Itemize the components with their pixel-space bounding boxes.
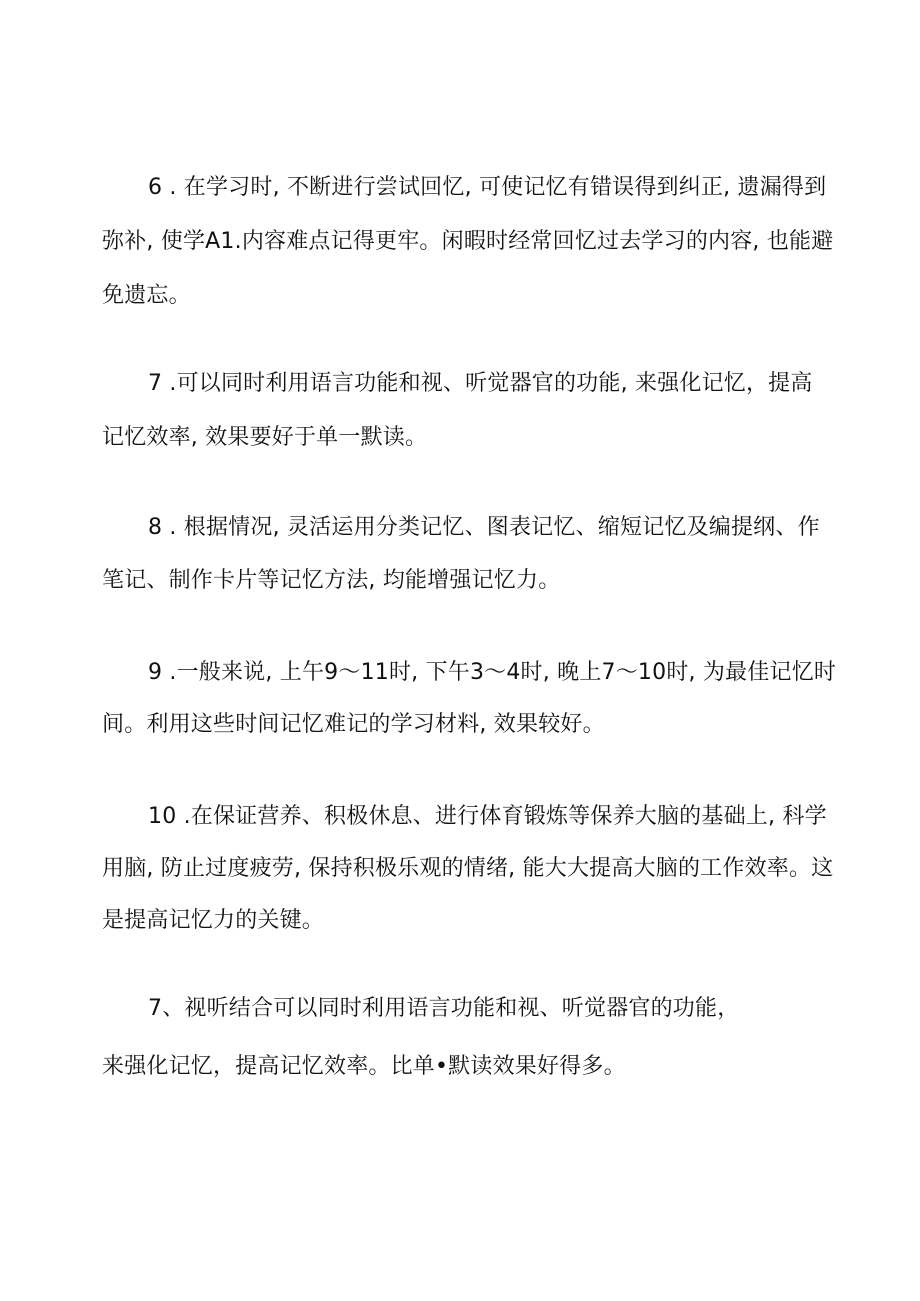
paragraph-7-line-1: 7 .可以同时利用语言功能和视、听觉器官的功能, 来强化记忆，提高: [148, 371, 813, 396]
paragraph-8-line-1: 8 . 根据情况, 灵活运用分类记忆、图表记忆、缩短记忆及编提纲、作: [148, 515, 820, 540]
paragraph-final-line-2: 来强化记忆，提高记忆效率。比单•默读效果好得多。: [102, 1054, 626, 1079]
paragraph-6-line-1: 6 . 在学习时, 不断进行尝试回忆, 可使记忆有错误得到纠正, 遗漏得到: [148, 175, 827, 200]
paragraph-10-line-3: 是提高记忆力的关键。: [102, 908, 325, 933]
paragraph-6-line-3: 免遗忘。: [102, 283, 191, 308]
paragraph-7-line-2: 记忆效率, 效果要好于单一默读。: [102, 425, 428, 450]
paragraph-10-line-1: 10 .在保证营养、积极休息、进行体育锻炼等保养大脑的基础上, 科学: [148, 804, 827, 829]
paragraph-10-line-2: 用脑, 防止过度疲劳, 保持积极乐观的情绪, 能大大提高大脑的工作效率。这: [102, 856, 834, 881]
paragraph-8-line-2: 笔记、制作卡片等记忆方法, 均能增强记忆力。: [102, 568, 561, 593]
paragraph-9-line-1: 9 .一般来说, 上午9～11时, 下午3～4时, 晚上7～10时, 为最佳记忆时: [148, 660, 837, 685]
paragraph-9-line-2: 间。利用这些时间记忆难记的学习材料, 效果较好。: [102, 712, 605, 737]
paragraph-6-line-2: 弥补, 使学A1.内容难点记得更牢。闲暇时经常回忆过去学习的内容, 也能避: [102, 229, 834, 254]
paragraph-final-line-1: 7、视听结合可以同时利用语言功能和视、听觉器官的功能，: [148, 996, 740, 1021]
